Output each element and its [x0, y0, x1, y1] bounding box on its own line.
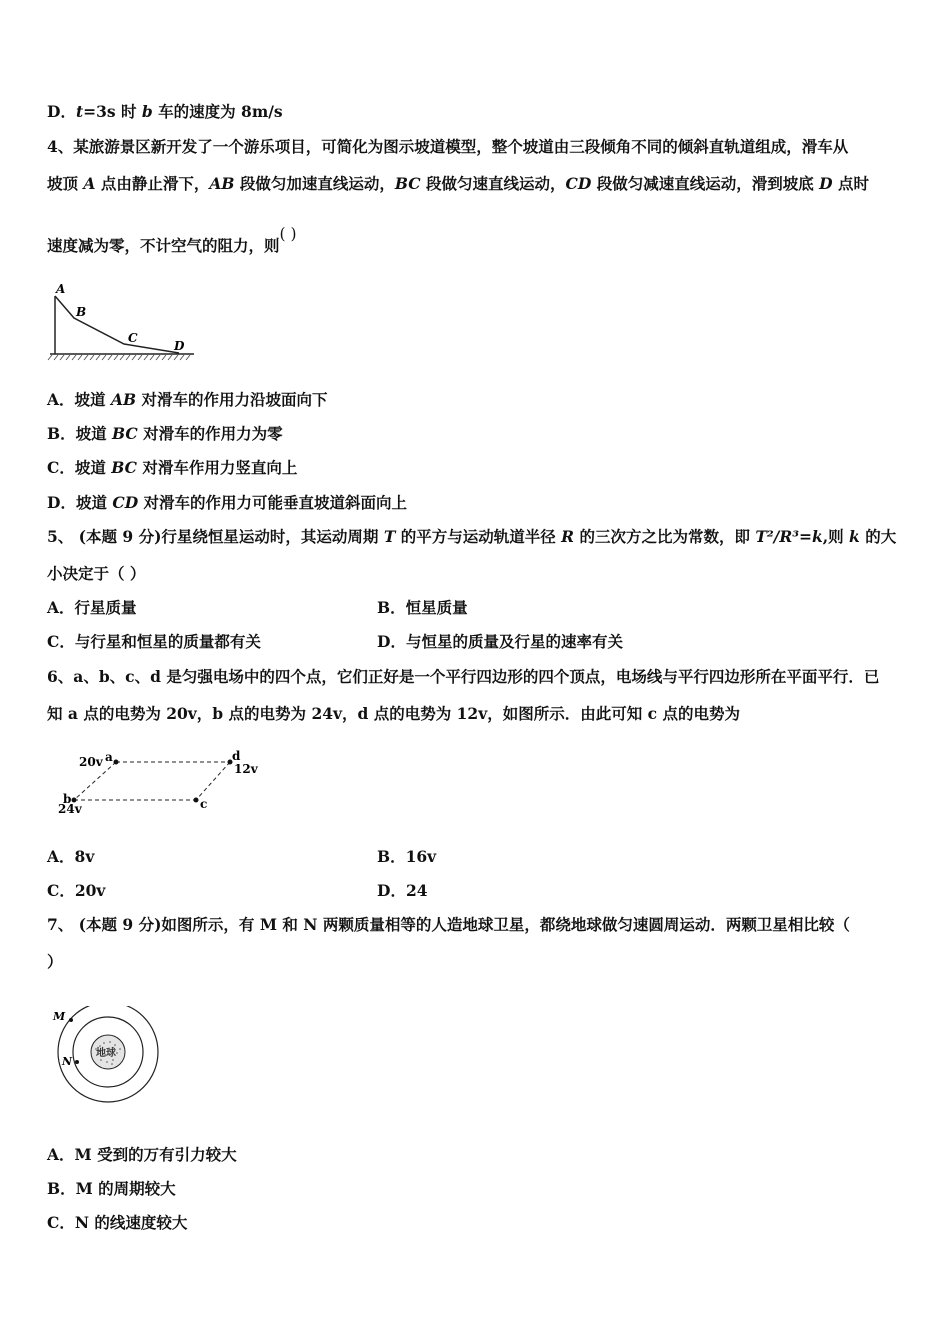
option-label: B． [377, 847, 406, 866]
ground-hatch [48, 355, 190, 360]
option-text: 坡道 [75, 493, 113, 512]
option-text: 16v [405, 847, 437, 866]
formula: T²/R³=k [755, 527, 823, 546]
q5-option-b [377, 598, 468, 618]
q4-stem-line3 [47, 225, 297, 256]
option-text: 车的速度为 8m/s [152, 102, 283, 121]
q5-option-a [47, 598, 137, 618]
option-label: D． [377, 632, 406, 651]
option-label: D． [47, 102, 76, 121]
point-a [114, 760, 119, 765]
option-label: A． [47, 1145, 75, 1164]
var: A [83, 174, 96, 193]
option-label: D． [377, 881, 406, 900]
var: BC [394, 174, 421, 193]
q6-option-a [47, 847, 94, 867]
q5-stem-line2: 小决定于（ ） [47, 564, 146, 583]
option-label: C． [47, 458, 75, 477]
label-m: M [53, 1010, 66, 1023]
q7-stem-line1: 7、 (本题 9 分)如图所示，有 M 和 N 两颗质量相等的人造地球卫星，都绕地球做匀速圆周运动．两颗卫星相比较（ [47, 915, 850, 934]
var-t: t [75, 102, 84, 121]
text: 的平方与运动轨道半径 [395, 527, 562, 546]
label-d: d [232, 749, 241, 763]
option-label: C． [47, 632, 75, 651]
slope-figure [44, 278, 204, 364]
q6-stem-line1: 6、a、b、c、d 是匀强电场中的四个点，它们正好是一个平行四边形的四个顶点，电场线与平行四边形所在平面平行．已 [47, 667, 880, 686]
var: CD [565, 174, 592, 193]
q4-stem-line2 [47, 174, 869, 194]
q3-option-d [47, 102, 283, 122]
point-label-a: A [56, 282, 66, 296]
option-label: B． [47, 424, 76, 443]
text: 的大 [859, 527, 897, 546]
option-label: D． [47, 493, 76, 512]
point-label-b: B [76, 305, 87, 319]
label-b-value: 24v [58, 802, 82, 816]
option-text: 与行星和恒星的质量都有关 [74, 632, 261, 651]
var: R [561, 527, 575, 546]
q7-option-c [47, 1213, 187, 1233]
option-label: B． [377, 598, 406, 617]
text: 点时 [832, 174, 869, 193]
text: 的三次方之比为常数，即 [574, 527, 756, 546]
q7-stem-line2: ） [47, 952, 63, 971]
option-text: 坡道 [75, 424, 113, 443]
label-a: a [105, 750, 113, 764]
satellite-m [69, 1018, 73, 1022]
text: 速度减为零，不计空气的阻力，则 [47, 236, 280, 255]
option-label: A． [47, 390, 75, 409]
label-n: N [62, 1055, 73, 1068]
option-text: 8v [74, 847, 95, 866]
option-text: 恒星质量 [405, 598, 468, 617]
var: CD [112, 493, 139, 512]
option-text: =3s 时 [83, 102, 142, 121]
option-label: C． [47, 1213, 75, 1232]
option-text: 坡道 [74, 390, 111, 409]
q4-stem-line1: 4、某旅游景区新开发了一个游乐项目，可简化为图示坡道模型，整个坡道由三段倾角不同的倾斜直轨道组成，滑车从 [47, 137, 849, 156]
text: 点由静止滑下， [95, 174, 210, 193]
option-text: 坡道 [74, 458, 112, 477]
var-b: b [141, 102, 153, 121]
option-text: 对滑车的作用力沿坡面向下 [136, 390, 328, 409]
text: 段做匀速直线运动， [420, 174, 566, 193]
q6-option-d [377, 881, 428, 901]
point-c [194, 798, 199, 803]
point-label-c: C [128, 331, 138, 345]
option-text: N 的线速度较大 [74, 1213, 188, 1232]
q4-option-c [47, 458, 297, 478]
q6-option-c [47, 881, 105, 901]
option-label: B． [47, 1179, 76, 1198]
q7-option-a [47, 1145, 237, 1165]
satellite-n [75, 1060, 79, 1064]
var: k [849, 527, 860, 546]
text: 坡顶 [47, 174, 84, 193]
point-label-d: D [174, 339, 185, 353]
q6-stem-line2: 知 a 点的电势为 20v，b 点的电势为 24v，d 点的电势为 12v，如图所示．由此可知 c 点的电势为 [47, 704, 740, 723]
q7-option-b [47, 1179, 176, 1199]
label-a-value: 20v [79, 755, 103, 769]
orbit-figure [50, 1006, 166, 1106]
q4-option-b [47, 424, 283, 444]
answer-paren: ( ) [279, 225, 297, 243]
option-text: 行星质量 [74, 598, 137, 617]
option-text: 对滑车的作用力为零 [137, 424, 283, 443]
var: AB [209, 174, 235, 193]
label-d-value: 12v [234, 762, 258, 776]
q4-option-d [47, 493, 407, 513]
q5-stem-line1 [47, 527, 896, 547]
option-text: 对滑车的作用力可能垂直坡道斜面向上 [138, 493, 408, 512]
option-text: M 受到的万有引力较大 [74, 1145, 237, 1164]
text: 段做匀减速直线运动，滑到坡底 [591, 174, 820, 193]
var: BC [111, 458, 137, 477]
text: 段做匀加速直线运动， [234, 174, 395, 193]
var: BC [112, 424, 138, 443]
option-text: 24 [405, 881, 428, 900]
option-text: M 的周期较大 [75, 1179, 176, 1198]
option-text: 20v [74, 881, 106, 900]
option-label: A． [47, 847, 75, 866]
parallelogram-figure [54, 748, 266, 820]
option-text: 与恒星的质量及行星的速率有关 [405, 632, 623, 651]
var: D [819, 174, 833, 193]
edge-dc [196, 762, 230, 800]
option-text: 对滑车作用力竖直向上 [136, 458, 298, 477]
label-b: b [63, 792, 72, 806]
option-label: C． [47, 881, 75, 900]
q4-option-a [47, 390, 327, 410]
earth-label: 地球 [96, 1048, 116, 1059]
slope-track [55, 296, 179, 353]
q5-option-d [377, 632, 623, 652]
var: AB [110, 390, 137, 409]
text: 5、 (本题 9 分)行星绕恒星运动时，其运动周期 [47, 527, 384, 546]
text: ,则 [822, 527, 850, 546]
option-label: A． [47, 598, 75, 617]
label-c: c [200, 797, 208, 811]
var: T [383, 527, 396, 546]
q6-option-b [377, 847, 436, 867]
q5-option-c [47, 632, 261, 652]
